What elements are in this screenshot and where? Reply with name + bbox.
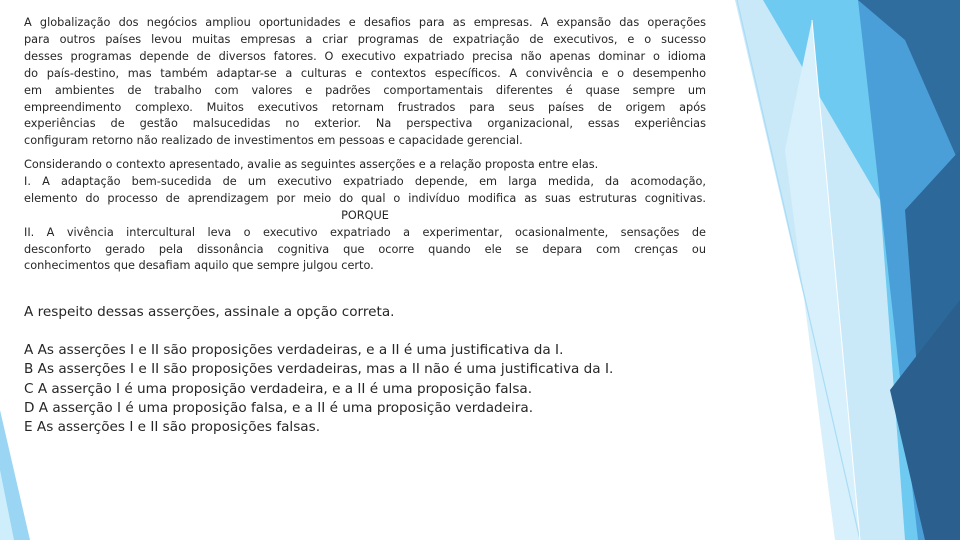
intro-line: empreendimento complexo. Muitos executivos retornam frustrados para seus países de origem após xyxy=(24,100,706,114)
option-a[interactable]: A As asserções I e II são proposições verdadeiras, e a II é uma justificativa da I. xyxy=(24,342,564,358)
intro-line: desses programas depende de diversos fatores. O executivo expatriado precisa não apenas dominar o idioma xyxy=(24,49,706,63)
assertion-two-line: II. A vivência intercultural leva o executivo expatriado a experimentar, ocasionalmente, sensações de xyxy=(24,225,706,239)
porque-connector: PORQUE xyxy=(341,208,389,222)
intro-line: A globalização dos negócios ampliou oportunidades e desafios para as empresas. A expansão das operações xyxy=(24,16,706,29)
intro-paragraph xyxy=(24,15,706,150)
intro-line: em ambientes de trabalho com valores e padrões comportamentais diferentes é quase sempre um xyxy=(24,83,706,97)
intro-line: do país-destino, mas também adaptar-se a culturas e contextos específicos. A convivência e o desempenho xyxy=(24,66,706,80)
question-paragraph xyxy=(24,157,706,275)
intro-line: para outros países levou muitas empresas a criar programas de expatriação de executivos, e o sucesso xyxy=(24,32,706,46)
assertion-one-line: elemento do processo de aprendizagem por meio do qual o indivíduo modifica as suas estruturas cognitivas. xyxy=(24,191,706,205)
assertion-two-line: desconforto gerado pela dissonância cognitiva que ocorre quando ele se depara com crenças ou xyxy=(24,242,706,256)
question-prompt: A respeito dessas asserções, assinale a opção correta. xyxy=(24,304,395,320)
answer-options xyxy=(24,341,706,437)
question-lead: Considerando o contexto apresentado, avalie as seguintes asserções e a relação proposta entre elas. xyxy=(24,158,599,171)
intro-line: experiências de gestão malsucedidas no exterior. Na perspectiva organizacional, essas experiências xyxy=(24,117,706,131)
assertion-one-line: I. A adaptação bem-sucedida de um executivo expatriado depende, em larga medida, da acomodação, xyxy=(24,174,706,188)
intro-line: configuram retorno não realizado de investimentos em pessoas e capacidade gerencial. xyxy=(24,134,523,148)
option-d[interactable]: D A asserção I é uma proposição falsa, e a II é uma proposição verdadeira. xyxy=(24,399,534,416)
option-c[interactable]: C A asserção I é uma proposição verdadeira, e a II é uma proposição falsa. xyxy=(24,380,533,397)
option-b[interactable]: B As asserções I e II são proposições verdadeiras, mas a II não é uma justificativa da I. xyxy=(24,361,614,378)
assertion-two-line: conhecimentos que desafiam aquilo que sempre julgou certo. xyxy=(24,259,374,273)
option-e[interactable]: E As asserções I e II são proposições falsas. xyxy=(24,419,321,436)
